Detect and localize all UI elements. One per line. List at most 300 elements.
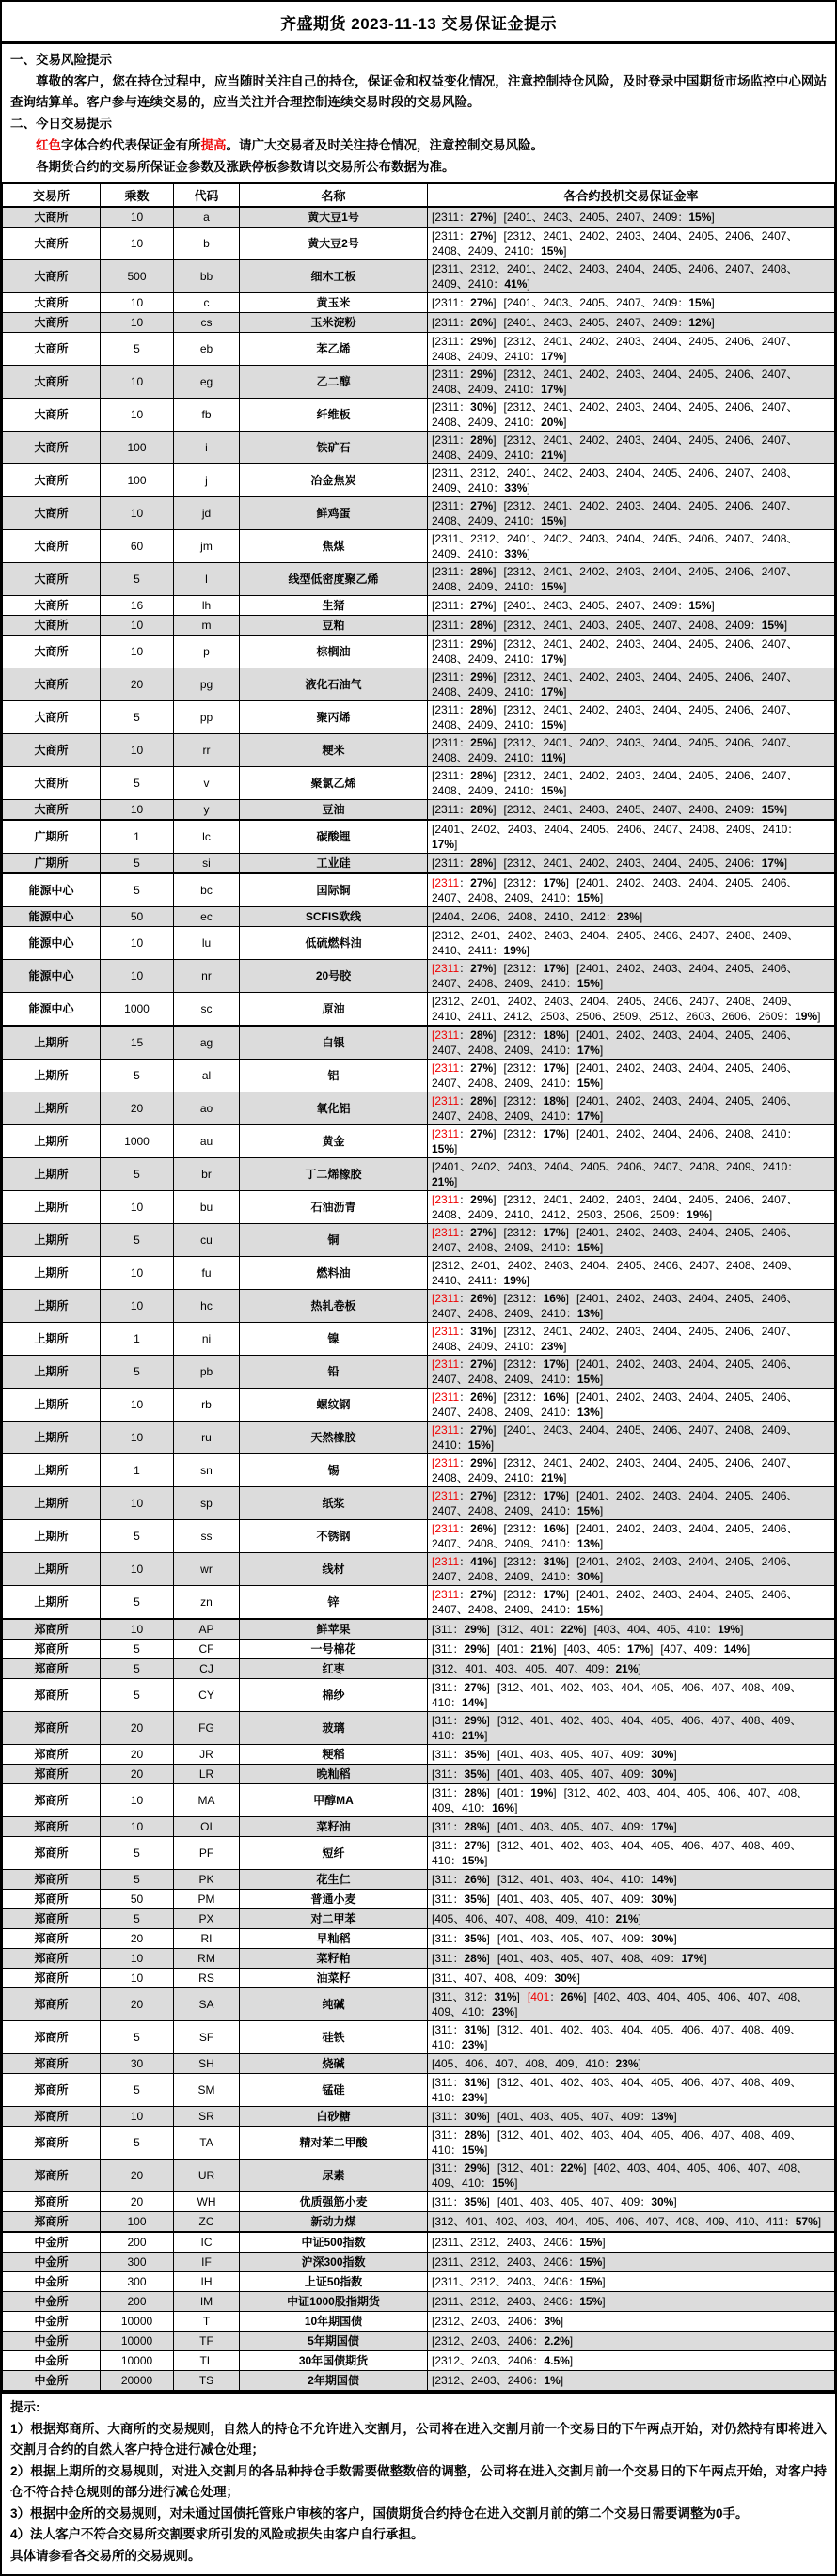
name-cell: 原油	[240, 993, 428, 1027]
margin-rates-cell	[428, 2232, 835, 2253]
margin-rates-cell	[428, 1619, 835, 1640]
colon-separator: ：	[529, 514, 542, 527]
name-cell: 燃料油	[240, 1257, 428, 1290]
contract-months: [401、403、405、407、409	[497, 1767, 640, 1781]
margin-rates-cell	[428, 207, 835, 228]
code-cell: pg	[174, 668, 240, 701]
margin-group	[432, 262, 798, 291]
margin-rate: 29%	[470, 1456, 494, 1469]
name-cell: 锡	[240, 1454, 428, 1487]
code-cell: pp	[174, 701, 240, 734]
margin-rates-cell	[428, 2127, 835, 2160]
exchange-cell: 上期所	[3, 1553, 101, 1586]
contract-months: [2311	[432, 1588, 460, 1601]
margin-rate: 17%	[761, 856, 784, 870]
closing-bracket: ]	[560, 2315, 564, 2328]
contract-months: [2401、2402、2403、2404、2405、2406、2407、2408、2409、2410	[432, 1029, 798, 1057]
margin-group	[432, 1226, 497, 1239]
code-cell: lc	[174, 820, 240, 854]
colon-separator: ：	[519, 1642, 531, 1656]
colon-separator: ：	[565, 1603, 577, 1616]
code-cell: br	[174, 1158, 240, 1191]
code-cell: v	[174, 767, 240, 800]
contract-months: [2311	[432, 1061, 460, 1075]
margin-rates-cell	[428, 2160, 835, 2192]
table-row	[3, 2371, 835, 2392]
exchange-cell: 郑商所	[3, 2127, 101, 2160]
colon-separator: ：	[549, 2161, 561, 2175]
colon-separator: ：	[452, 1748, 465, 1761]
contract-months: [401、403、405、407、409	[497, 1932, 640, 1945]
closing-bracket: ]	[746, 1642, 750, 1656]
closing-bracket: ]	[454, 1175, 458, 1188]
name-cell: 鲜苹果	[240, 1619, 428, 1640]
margin-rates-cell	[428, 2192, 835, 2212]
margin-rates-cell	[428, 1257, 835, 1290]
code-cell: ss	[174, 1520, 240, 1553]
margin-rate: 31%	[470, 1325, 494, 1338]
contract-months: [2311	[432, 1456, 460, 1469]
exchange-cell: 大商所	[3, 701, 101, 734]
closing-bracket: ]	[493, 229, 497, 243]
code-cell: MA	[174, 1784, 240, 1817]
contract-months: [312、401	[497, 1623, 550, 1636]
multiplier-cell: 10	[101, 960, 174, 993]
contract-months: [401、403、405、407、408、409	[497, 1952, 671, 1965]
code-cell: PF	[174, 1837, 240, 1870]
contract-months: [2401、2402、2403、2404、2405、2406、2407、2408、2409、2410	[432, 876, 798, 904]
margin-group	[432, 2076, 490, 2089]
closing-bracket: ]	[486, 1767, 490, 1781]
closing-bracket: ]	[565, 1094, 569, 1107]
margin-group	[497, 1932, 677, 1945]
margin-rate: 27%	[470, 1226, 494, 1239]
multiplier-cell: 10	[101, 1389, 174, 1422]
exchange-cell: 大商所	[3, 432, 101, 464]
header-name: 名称	[240, 183, 428, 207]
margin-rates-cell	[428, 1092, 835, 1125]
exchange-cell: 大商所	[3, 616, 101, 636]
contract-months: [312、401、402、403、404、405、406、407、408、409、410、411	[432, 2215, 784, 2228]
closing-bracket: ]	[493, 1390, 497, 1404]
margin-group	[504, 1292, 569, 1305]
margin-rate: 17%	[576, 1044, 600, 1057]
exchange-cell: 大商所	[3, 800, 101, 821]
contract-months: [401、403、405、407、409	[497, 1748, 640, 1761]
name-cell: 棕榈油	[240, 636, 428, 668]
name-cell: 工业硅	[240, 854, 428, 874]
colon-separator: ：	[565, 1076, 577, 1090]
exchange-cell: 郑商所	[3, 1784, 101, 1817]
closing-bracket: ]	[493, 1292, 497, 1305]
contract-months: [2311、2312、2403、2406	[432, 2275, 569, 2288]
margin-rate: 21%	[541, 1471, 564, 1484]
colon-separator: ：	[565, 891, 577, 904]
colon-separator: ：	[529, 685, 542, 699]
exchange-cell: 郑商所	[3, 2192, 101, 2212]
margin-rates-cell	[428, 1765, 835, 1784]
margin-group	[432, 1623, 490, 1636]
colon-separator: ：	[459, 368, 471, 381]
margin-rate: 15%	[467, 1438, 491, 1452]
closing-bracket: ]	[565, 1358, 569, 1371]
margin-rates-cell	[428, 228, 835, 260]
contract-months: [2311	[432, 769, 460, 782]
margin-rates-cell	[428, 993, 835, 1027]
margin-group	[432, 823, 798, 851]
closing-bracket: ]	[673, 2195, 677, 2208]
multiplier-cell: 20	[101, 1092, 174, 1125]
margin-rates-cell	[428, 927, 835, 960]
margin-rates-cell	[428, 1060, 835, 1092]
margin-rate: 13%	[576, 1307, 600, 1320]
name-cell: 锰硅	[240, 2074, 428, 2107]
margin-rates-cell	[428, 1520, 835, 1553]
table-row	[3, 2021, 835, 2054]
margin-rate: 35%	[464, 1893, 487, 1906]
name-cell: 烧碱	[240, 2054, 428, 2074]
margin-rates-cell	[428, 854, 835, 874]
multiplier-cell: 5	[101, 854, 174, 874]
colon-separator: ：	[640, 1893, 652, 1906]
code-cell: wr	[174, 1553, 240, 1586]
closing-bracket: ]	[599, 1241, 604, 1254]
code-cell: rr	[174, 734, 240, 767]
margin-rate: 27%	[470, 962, 494, 975]
margin-group	[432, 401, 497, 414]
name-cell: 螺纹钢	[240, 1389, 428, 1422]
contract-months: [2311	[432, 211, 460, 224]
table-row	[3, 854, 835, 874]
margin-rates-cell	[428, 1929, 835, 1949]
contract-months: [405、406、407、408、409、410	[432, 2057, 605, 2070]
margin-rate: 35%	[464, 1767, 487, 1781]
code-cell: bu	[174, 1191, 240, 1224]
closing-bracket: ]	[565, 1127, 569, 1140]
contract-months: [311	[432, 2128, 453, 2142]
name-cell: 精对苯二甲酸	[240, 2127, 428, 2160]
colon-separator: ：	[531, 1061, 544, 1075]
closing-bracket: ]	[493, 1325, 497, 1338]
margin-rate: 15%	[492, 2176, 515, 2190]
colon-separator: ：	[529, 652, 542, 666]
margin-rate: 16%	[543, 1292, 566, 1305]
closing-bracket: ]	[454, 838, 458, 851]
margin-rate: 12%	[688, 316, 712, 329]
margin-group	[504, 1061, 569, 1075]
name-cell: 国际铜	[240, 873, 428, 907]
code-cell: au	[174, 1125, 240, 1158]
colon-separator: ：	[670, 1952, 682, 1965]
margin-rates-cell	[428, 1679, 835, 1712]
closing-bracket: ]	[486, 1952, 490, 1965]
table-row	[3, 1026, 835, 1060]
name-cell: 甲醇MA	[240, 1784, 428, 1817]
colon-separator: ：	[604, 2057, 616, 2070]
table-row	[3, 1988, 835, 2021]
multiplier-cell: 1	[101, 1454, 174, 1487]
multiplier-cell: 10000	[101, 2332, 174, 2351]
table-row	[3, 1356, 835, 1389]
closing-bracket: ]	[638, 1662, 641, 1675]
margin-rate: 15%	[579, 2255, 603, 2269]
contract-months: [2312、2401、2402、2403、2404、2405、2406、2407、2408、2409、2410	[432, 1456, 798, 1484]
name-cell: 纸浆	[240, 1487, 428, 1520]
margin-group	[432, 335, 497, 348]
margin-group	[504, 296, 715, 309]
margin-rate: 27%	[464, 1839, 487, 1852]
contract-months: [2312、2401、2403、2405、2407、2408、2409	[503, 619, 750, 632]
exchange-cell: 中金所	[3, 2312, 101, 2332]
contract-months: [2311、2312、2401、2402、2403、2404、2405、2406、2407、2408、2409、2410	[432, 532, 798, 560]
table-row	[3, 1487, 835, 1520]
margin-group	[504, 599, 715, 612]
contract-months: [2312、2401、2402、2403、2404、2405、2406、2407、2408、2409、2410	[432, 637, 798, 666]
margin-rate: 17%	[541, 383, 564, 396]
exchange-cell: 大商所	[3, 207, 101, 228]
colon-separator: ：	[452, 1873, 465, 1886]
code-cell: ec	[174, 907, 240, 927]
colon-separator: ：	[565, 1109, 577, 1123]
contract-months: [2312、2401、2402、2403、2404、2405、2406、2407、2408、2409、2410、2411、2412、2503、2506、2509、2512、2603、2606、2609	[432, 995, 799, 1023]
closing-bracket: ]	[486, 2161, 490, 2175]
closing-bracket: ]	[563, 244, 567, 258]
margin-rate: 17%	[576, 1109, 600, 1123]
margin-rate: 27%	[470, 1423, 494, 1437]
margin-group	[432, 876, 497, 889]
multiplier-cell: 10	[101, 1969, 174, 1988]
margin-group	[432, 995, 820, 1023]
closing-bracket: ]	[493, 1456, 497, 1469]
margin-rate: 29%	[470, 637, 494, 651]
margin-rates-cell	[428, 636, 835, 668]
code-cell: IH	[174, 2272, 240, 2292]
name-cell: 生猪	[240, 596, 428, 616]
table-row	[3, 2332, 835, 2351]
multiplier-cell: 10	[101, 1553, 174, 1586]
closing-bracket: ]	[562, 751, 566, 764]
multiplier-cell: 30	[101, 2054, 174, 2074]
closing-bracket: ]	[602, 2275, 606, 2288]
closing-bracket: ]	[817, 1010, 821, 1023]
red-contract-notice	[10, 135, 827, 156]
table-row	[3, 1619, 835, 1640]
margin-rates-cell	[428, 1909, 835, 1929]
exchange-cell: 大商所	[3, 668, 101, 701]
contract-months: [2401、2402、2403、2404、2405、2406、2407、2408、2409、2410	[432, 1061, 798, 1090]
table-row	[3, 701, 835, 734]
name-cell: 不锈钢	[240, 1520, 428, 1553]
colon-separator: ：	[459, 296, 471, 309]
exchange-cell: 郑商所	[3, 1929, 101, 1949]
table-row	[3, 734, 835, 767]
colon-separator: ：	[452, 1952, 465, 1965]
colon-separator: ：	[568, 2275, 580, 2288]
margin-group	[432, 736, 497, 749]
margin-rate: 13%	[576, 1537, 600, 1550]
margin-rate: 23%	[616, 910, 640, 923]
margin-group	[432, 1952, 490, 1965]
name-cell: 铜	[240, 1224, 428, 1257]
contract-months: [2312	[503, 962, 532, 975]
multiplier-cell: 20	[101, 2192, 174, 2212]
colon-separator: ：	[452, 1893, 465, 1906]
colon-separator: ：	[452, 2128, 465, 2142]
code-cell: cs	[174, 313, 240, 333]
margin-rate: 15%	[761, 803, 784, 816]
closing-bracket: ]	[565, 1522, 569, 1535]
multiplier-cell: 10	[101, 497, 174, 530]
margin-rate: 22%	[561, 2161, 584, 2175]
margin-group	[594, 1623, 744, 1636]
colon-separator: ：	[452, 1820, 465, 1833]
exchange-cell: 上期所	[3, 1389, 101, 1422]
margin-rate: 30%	[651, 1767, 674, 1781]
margin-rates-cell	[428, 596, 835, 616]
colon-separator: ：	[450, 2038, 463, 2051]
colon-separator: ：	[459, 1390, 471, 1404]
contract-months: [312、401、402、403、404、405、406、407、408、409、410	[432, 1681, 802, 1709]
table-row	[3, 497, 835, 530]
exchange-cell: 郑商所	[3, 1949, 101, 1969]
contract-months: [312、401、402、403、404、405、406、407、408、409、410	[432, 2076, 802, 2104]
margin-rate: 28%	[470, 1094, 494, 1107]
multiplier-cell: 5	[101, 2021, 174, 2054]
exchange-cell: 郑商所	[3, 1909, 101, 1929]
colon-separator: ：	[459, 703, 471, 716]
margin-rate: 15%	[579, 2236, 603, 2249]
exchange-cell: 大商所	[3, 497, 101, 530]
margin-rates-cell	[428, 1988, 835, 2021]
margin-rates-cell	[428, 366, 835, 399]
name-cell: SCFIS欧线	[240, 907, 428, 927]
colon-separator: ：	[783, 2215, 796, 2228]
table-row	[3, 1712, 835, 1745]
contract-months: [2311、2312、2401、2402、2403、2404、2405、2406、2407、2408、2409、2410	[432, 466, 798, 495]
table-row	[3, 636, 835, 668]
exchange-cell: 上期所	[3, 1323, 101, 1356]
margin-group	[432, 2023, 490, 2036]
contract-months: [2401、2403、2405、2407、2409	[503, 316, 678, 329]
multiplier-cell: 20	[101, 1765, 174, 1784]
colon-separator: ：	[531, 1094, 544, 1107]
margin-rate: 29%	[464, 1623, 487, 1636]
margin-rate: 15%	[541, 580, 564, 593]
name-cell: 菜籽油	[240, 1817, 428, 1837]
contract-months: [401、403、405、407、409	[497, 1893, 640, 1906]
name-cell: 2年期国债	[240, 2371, 428, 2392]
closing-bracket: ]	[583, 2161, 587, 2175]
colon-separator: ：	[459, 962, 471, 975]
margin-group	[432, 1489, 497, 1502]
closing-bracket: ]	[493, 296, 497, 309]
colon-separator: ：	[459, 1358, 471, 1371]
name-cell: 红枣	[240, 1659, 428, 1679]
exchange-cell: 上期所	[3, 1224, 101, 1257]
margin-group	[504, 1094, 569, 1107]
margin-rates-cell	[428, 1817, 835, 1837]
raise-label: 提高	[200, 138, 227, 152]
name-cell: 短纤	[240, 1837, 428, 1870]
margin-rate: 30%	[651, 1748, 674, 1761]
contract-months: [2311	[432, 1555, 460, 1568]
exchange-data-notice: 各期货合约的交易所保证金参数及涨跌停板参数请以交易所公布数据为准。	[36, 160, 455, 174]
margin-rate: 27%	[470, 296, 494, 309]
contract-months: [311	[432, 1642, 453, 1656]
colon-separator: ：	[706, 1623, 719, 1636]
closing-bracket: ]	[493, 1061, 497, 1075]
contract-months: [2312	[503, 1390, 532, 1404]
margin-rate: 17%	[543, 1127, 566, 1140]
table-row	[3, 2292, 835, 2312]
closing-bracket: ]	[650, 1642, 654, 1656]
colon-separator: ：	[459, 1292, 471, 1305]
margin-rate: 15%	[462, 2144, 485, 2157]
code-cell: AP	[174, 1619, 240, 1640]
table-row	[3, 1817, 835, 1837]
margin-group	[497, 1873, 677, 1886]
margin-rate: 28%	[470, 769, 494, 782]
contract-months: [2311	[432, 670, 460, 683]
name-cell: 30年国债期货	[240, 2351, 428, 2371]
margin-rates-cell	[428, 2253, 835, 2272]
colon-separator: ：	[459, 499, 471, 512]
exchange-cell: 广期所	[3, 854, 101, 874]
margin-rate: 27%	[470, 876, 494, 889]
multiplier-cell: 5	[101, 1870, 174, 1890]
margin-group	[504, 1489, 569, 1502]
margin-group	[432, 565, 497, 578]
contract-months: [2311	[432, 1489, 460, 1502]
footer-note-4: 4）法人客户不符合交易所交割要求所引发的风险或损失由客户自行承担。	[10, 2527, 424, 2541]
margin-rate-table	[2, 182, 835, 2392]
code-cell: jm	[174, 530, 240, 563]
multiplier-cell: 20	[101, 1745, 174, 1765]
contract-months: [403、405	[563, 1642, 616, 1656]
contract-months: [311	[432, 1748, 453, 1761]
exchange-cell: 上期所	[3, 1158, 101, 1191]
exchange-cell: 郑商所	[3, 1837, 101, 1870]
margin-rate: 33%	[504, 481, 528, 495]
colon-separator: ：	[459, 433, 471, 447]
name-cell: 油菜籽	[240, 1969, 428, 1988]
table-row	[3, 2192, 835, 2212]
contract-months: [2311	[432, 1390, 460, 1404]
name-cell: 晚籼稻	[240, 1765, 428, 1784]
margin-rates-cell	[428, 464, 835, 497]
code-cell: l	[174, 563, 240, 596]
code-cell: PX	[174, 1909, 240, 1929]
margin-rate: 26%	[470, 1522, 494, 1535]
code-cell: zn	[174, 1586, 240, 1620]
colon-separator: ：	[452, 1623, 465, 1636]
margin-rate: 17%	[543, 962, 566, 975]
margin-group	[432, 466, 798, 495]
exchange-cell: 郑商所	[3, 1817, 101, 1837]
table-row	[3, 1837, 835, 1870]
closing-bracket: ]	[560, 2374, 564, 2387]
colon-separator: ：	[452, 2110, 465, 2123]
contract-months: [401、403、405、407、409	[497, 1820, 640, 1833]
table-row	[3, 1422, 835, 1454]
table-row	[3, 767, 835, 800]
margin-rate: 27%	[470, 1061, 494, 1075]
closing-bracket: ]	[673, 1893, 677, 1906]
colon-separator: ：	[459, 736, 471, 749]
colon-separator: ：	[459, 856, 471, 870]
name-cell: 棉纱	[240, 1679, 428, 1712]
multiplier-cell: 5	[101, 1586, 174, 1620]
